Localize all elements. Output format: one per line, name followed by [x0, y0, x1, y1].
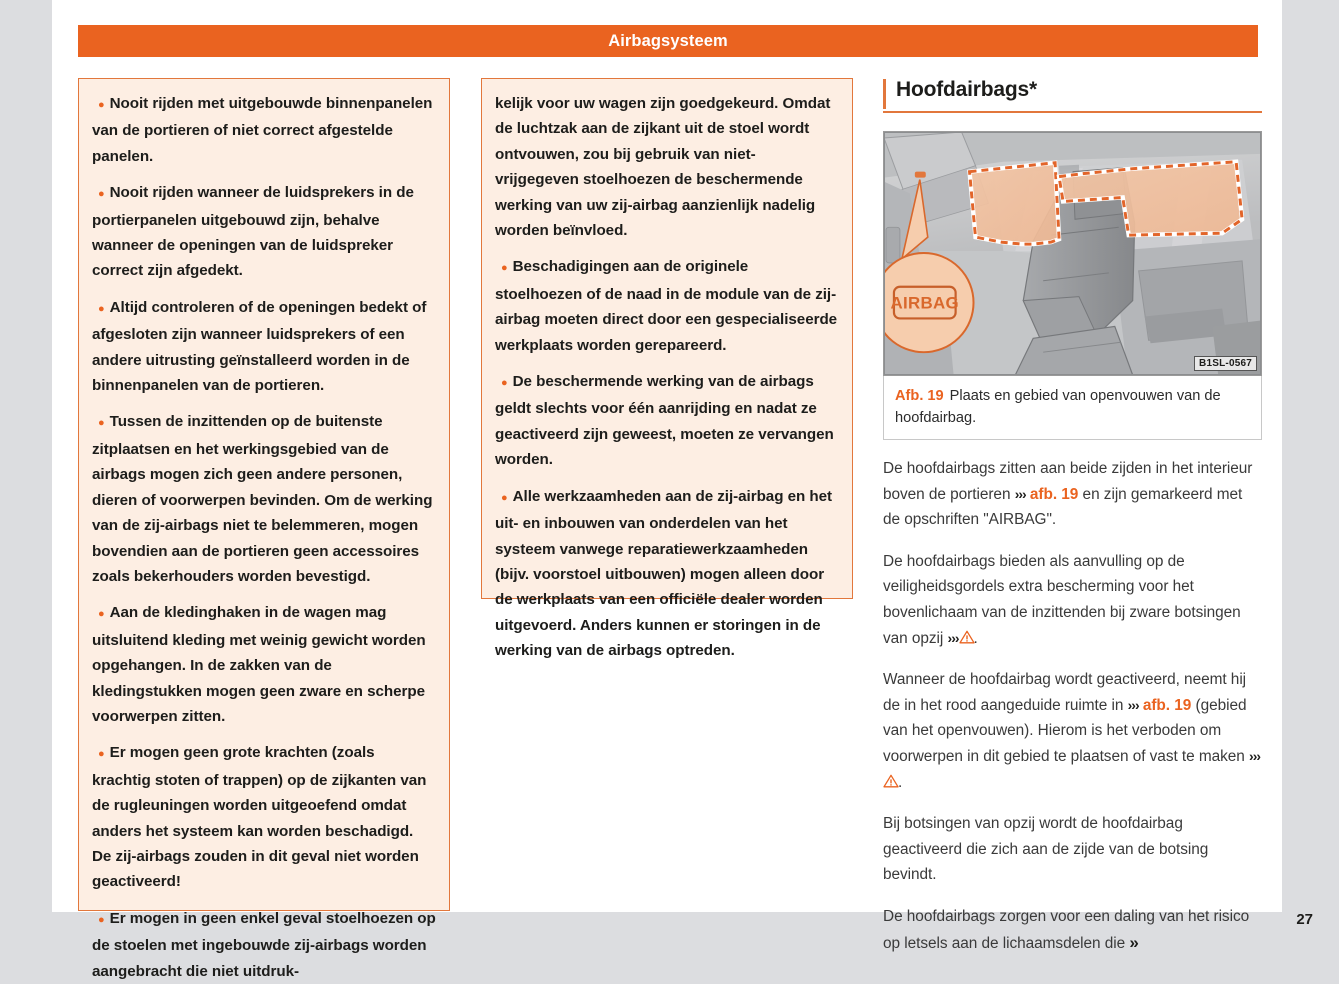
notice-bullet-item	[92, 409, 436, 589]
notice-bullet-item	[92, 91, 436, 169]
section-heading	[883, 78, 1262, 113]
notice-text: Tussen de inzittenden op de buitenste zitplaatsen en het werkingsgebied van de airbags mogen zich geen andere personen, dieren of voorwerpen bevinden. Om de werking van de zij-airbags niet te belemmeren, mogen bovendien aan de portieren geen accessoires zoals bekerhouders worden bevestigd.	[92, 413, 433, 585]
page-header-bar	[78, 25, 1258, 57]
warning-notice-box-left	[78, 78, 450, 980]
body-paragraph	[883, 456, 1262, 533]
bullet-icon: ●	[98, 302, 105, 315]
notice-continuation-paragraph	[495, 91, 839, 243]
section-heading-text: Hoofdairbags*	[896, 78, 1037, 101]
notice-bullet-item	[495, 484, 839, 664]
bullet-icon: ●	[98, 417, 105, 430]
notice-text: Alle werkzaamheden aan de zij-airbag en het uit- en inbouwen van onderdelen van het systeem vanwege reparatiewerkzaamheden (bijv. voorstoel uitbouwen) mogen alleen door de werkplaats van een officiële dealer worden uitgevoerd. Anders kunnen er storingen in de werking van de airbags optreden.	[495, 487, 833, 660]
notice-text: Nooit rijden met uitgebouwde binnenpanelen van de portieren of niet correct afgestelde panelen.	[92, 95, 433, 165]
continuation-marker-icon: »	[1129, 932, 1138, 952]
cross-reference-chevron-icon: ›››	[1249, 747, 1261, 764]
body-text-run: De hoofdairbags zorgen voor een daling van het risico op letsels aan de lichaamsdelen die	[883, 907, 1250, 952]
notice-bullet-item	[495, 369, 839, 473]
notice-text: De beschermende werking van de airbags geldt slechts voor één aanrijding en nadat ze geactiveerd zijn geweest, moeten ze vervangen worden.	[495, 373, 834, 469]
notice-bullet-item	[495, 254, 839, 358]
airbag-badge-text: AIRBAG	[890, 293, 960, 313]
car-interior-drawing	[884, 132, 1261, 375]
body-text-run: De hoofdairbags zitten aan beide zijden in het interieur boven de portieren	[883, 460, 1253, 503]
page-content	[78, 78, 1262, 980]
figure-caption-label: Afb. 19	[895, 388, 944, 404]
notice-bullet-item	[92, 180, 436, 284]
notice-bullet-item	[92, 295, 436, 399]
cross-reference-chevron-icon: ›››	[947, 629, 959, 646]
warning-triangle-icon	[959, 627, 974, 640]
cross-reference-chevron-icon: ›››	[1127, 696, 1139, 713]
cross-reference-chevron-icon: ›››	[1014, 485, 1026, 502]
warning-triangle-icon	[883, 771, 898, 784]
body-paragraph	[883, 667, 1262, 795]
right-column-body	[883, 456, 1262, 956]
notice-text: Nooit rijden wanneer de luidsprekers in de portierpanelen uitgebouwd zijn, behalve wanneer de openingen van de luidspreker correct zijn afgedekt.	[92, 184, 414, 280]
page-number: 27	[1296, 911, 1313, 928]
bullet-icon: ●	[98, 608, 105, 621]
body-text-run: .	[973, 629, 978, 647]
right-column	[883, 78, 1262, 952]
image-code-label: B1SL-0567	[1194, 356, 1257, 371]
body-paragraph	[883, 904, 1262, 956]
notice-text: Er mogen geen grote krachten (zoals krachtig stoten of trappen) op de zijkanten van de rugleuningen worden uitgeoefend omdat anders het systeem kan worden beschadigd. De zij-airbags zouden in dit geval niet worden geactiveerd!	[92, 744, 427, 891]
notice-bullet-item	[92, 600, 436, 729]
body-text-run: (gebied van het openvouwen). Hierom is het verboden om voorwerpen in dit gebied te plaatsen of vast te maken	[883, 696, 1250, 765]
body-text-run: .	[898, 773, 903, 791]
figure-reference-link[interactable]: afb. 19	[1025, 485, 1079, 503]
body-text-run: en zijn gemarkeerd met de opschriften "AIRBAG".	[883, 485, 1243, 529]
notice-text: Er mogen in geen enkel geval stoelhoezen op de stoelen met ingebouwde zij-airbags worden aangebracht die niet uitdruk-	[92, 909, 436, 980]
figure	[883, 131, 1262, 440]
body-paragraph	[883, 811, 1262, 888]
notice-text: kelijk voor uw wagen zijn goedgekeurd. Omdat de luchtzak aan de zijkant uit de stoel wordt ontvouwen, zou bij gebruik van niet-vrijgegeven stoelhoezen de beschermende werking van uw zij-airbag aanzienlijk nadelig worden beïnvloed.	[495, 95, 831, 240]
notice-bullet-item	[92, 740, 436, 894]
figure-caption-text: Plaats en gebied van openvouwen van de hoofdairbag.	[895, 388, 1221, 426]
bullet-icon: ●	[98, 913, 105, 926]
head-airbag-illustration	[883, 131, 1262, 376]
page-title: Airbagsysteem	[608, 31, 728, 50]
figure-caption	[883, 376, 1262, 440]
bullet-icon: ●	[98, 188, 105, 201]
notice-text: Beschadigingen aan de originele stoelhoezen of de naad in de module van de zij-airbag moeten direct door een gespecialiseerde werkplaats worden gerepareerd.	[495, 258, 838, 354]
body-text-run: Bij botsingen van opzij wordt de hoofdairbag geactiveerd die zich aan de zijde van de botsing bevindt.	[883, 815, 1209, 884]
body-paragraph	[883, 549, 1262, 651]
body-text-run: De hoofdairbags bieden als aanvulling op de veiligheidsgordels extra bescherming voor het bovenlichaam van de inzittenden bij zware botsingen van opzij	[883, 552, 1241, 647]
bullet-icon: ●	[501, 491, 508, 504]
notice-text: Altijd controleren of de openingen bedekt of afgesloten zijn wanneer luidsprekers of een andere uitrusting geïnstalleerd worden in de binnenpanelen van de portieren.	[92, 298, 427, 395]
bullet-icon: ●	[98, 748, 105, 761]
bullet-icon: ●	[501, 262, 508, 275]
figure-reference-link[interactable]: afb. 19	[1138, 696, 1192, 714]
notice-text: Aan de kledinghaken in de wagen mag uitsluitend kleding met weinig gewicht worden opgehangen. In de zakken van de kledingstukken mogen geen zware en scherpe voorwerpen zitten.	[92, 604, 426, 725]
bullet-icon: ●	[501, 377, 508, 390]
body-text-run: Wanneer de hoofdairbag wordt geactiveerd, neemt hij de in het rood aangeduide ruimte in	[883, 671, 1247, 714]
bullet-icon: ●	[98, 99, 105, 111]
warning-notice-box-middle	[481, 78, 853, 660]
